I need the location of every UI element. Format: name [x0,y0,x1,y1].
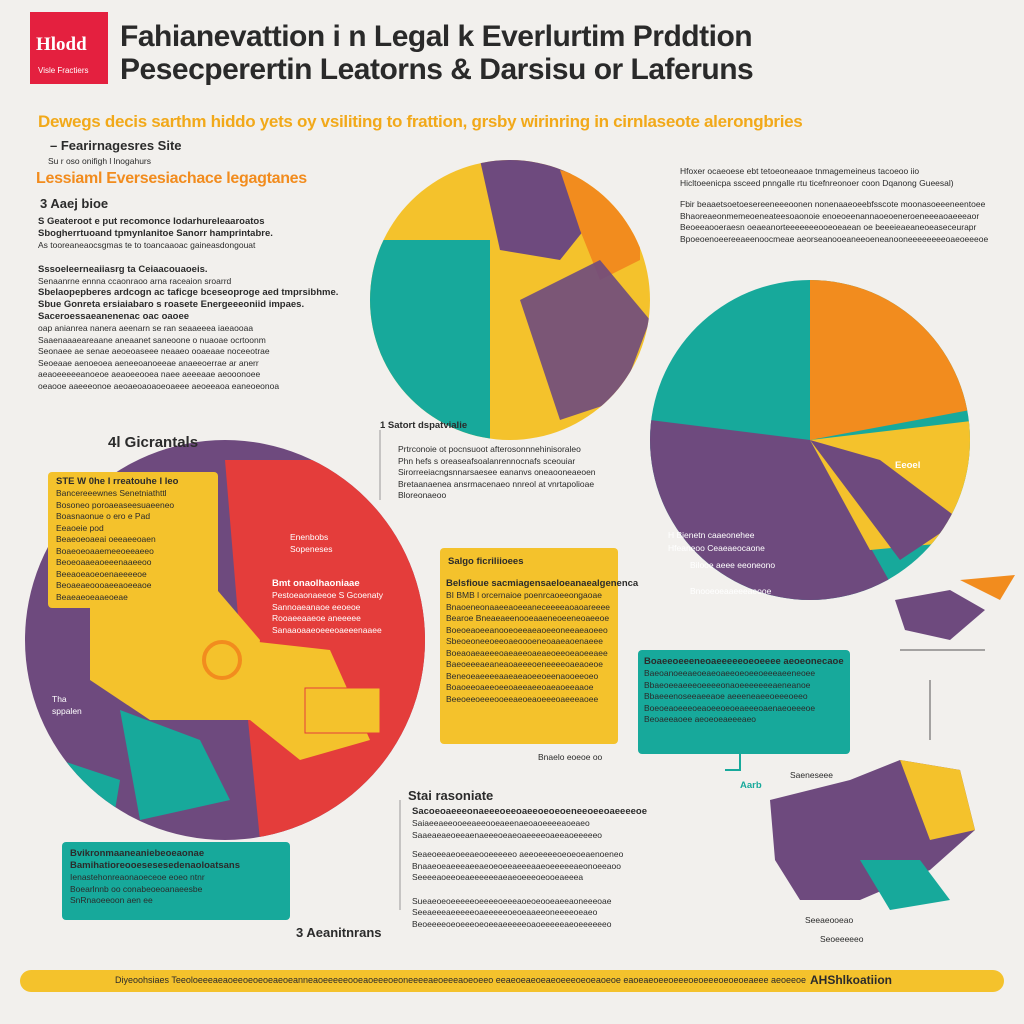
left-panel-text [38,216,368,392]
yc-line-2: Bearoe Bneaeaeenooeaaeneoeeneoaeeoe [446,613,610,623]
yc-line-3: Boeoeaoeeanooeoeeaeaoeeoneeaeaoeeo [446,624,608,635]
circle-text [272,578,382,636]
yc-foot: Bnaelo eoeoe oo [538,752,603,762]
circle-line-2: Sannoaeanaoe eeoeoe [272,601,361,612]
rt-line-1: Hicltoeenicpa ssceed pnngalle rtu ticefnreonoer coon Dqanong Gueesal) [680,177,954,188]
yc-line-1: Bnaoeneonaaeeaoeeaneceeeeaoaoareeee [446,601,611,612]
left-line-3: Sssoeleerneaiiasrg ta Ceiaacouaoeis. [38,263,208,275]
yl-line-7: Beoeoaaeaoeeenaaeeoo [56,557,152,567]
yellow-info-box-left [48,472,218,608]
left-line-11: Seoeaae aenoeoea aeneeoanoeeae anaeeoerrae ar anerr [38,357,259,368]
yl-line-4: Eeaoeie pod [56,522,104,533]
footer-bar [20,970,1004,992]
yl-line-10: Beaeaeoeaaeoeae [56,591,128,602]
tl-line-1: Bamihatioreooesesesedenaoloatsans [70,860,241,871]
satort-line-0: Prtrconoie ot pocnsuoot afterosonnnehinisoraleo [398,444,581,454]
left-line-6: Sbue Gonreta ersiaiabaro s roasete Energeeeoniid impaes. [38,299,305,310]
rt-line-0: Hfoxer ocaeoese ebt tetoeoneaaoe tnmagemeineus tacoeoo iio [680,166,920,176]
satort-label: 1 Satort dspatvialie [380,420,468,431]
right-map-caption-1: Seeaeooeao [805,915,854,925]
side-label-2: sppalen [52,706,82,716]
tl-line-4: SnRnaoeeoon aen ee [70,895,153,905]
rt-line-5: Bpoeoenoeereeaeenoocmeae aeorseanooeaneeoeneanooneeeeeeeeoaeoeeeoe [680,233,989,244]
rc-label-4: Bnooeoeaaeeeaeooe [690,586,772,596]
satort-text [398,444,613,502]
stat-line-4: Bnaaeoeaeeeaeeaeoeoeeaeeeaaeoeeeeeaeonoeeaoo [412,860,621,871]
tr-line-3: Bbaeeenoseeaeeaoe aeeeneaeeoeeeoeeo [644,691,808,701]
yl-line-8: Beeaoeaoeoenaeeeeoe [56,568,147,579]
yc-line-9: Beeoeeoeeeooeeaeoeaoeeeoaeeeaoee [446,693,599,704]
yellow-info-box-center [440,548,639,744]
teal-info-box-left [62,842,290,920]
tr-line-1: Baeoanoeeaeoeaeoaeeoeoeeoeeeaeeneoee [644,668,816,678]
title-line-1: Fahianevattion i n Legal k Everlurtim Prddtion [120,20,753,53]
yc-line-0: BI BMB l orcernaioe poenrcaoeeongaoae [446,590,602,600]
tl-line-2: Ienastehonreaonaoeceoe eoeo ntnr [70,872,205,882]
yc-title: Salgo ficriliioees [448,556,524,567]
title-line-2: Pesecperertin Leatorns & Darsisu or Laferuns [120,53,754,86]
left-panel-heading: Lessiaml Eversesiachace legagtanes [36,170,307,187]
circle-label-2: Sopeneses [290,544,333,554]
yc-line-6: Baeoeeeaeaneaoaeeeoeneeeeoaeaoeoe [446,659,603,669]
tr-line-0: Boaeeoeeeneoaeeeeeoeoeeee aeoeonecaoe [644,656,844,667]
footer-right-text: AHShlkoatiion [810,973,893,987]
left-panel-sub-label: 3 Aaej bioe [40,196,109,211]
bottom-section-label: 3 Aeanitnrans [296,925,382,940]
yl-line-6: Boaeoeoaaemeeoeeaeeo [56,545,154,556]
right-map-label: Saeneseee [790,770,834,780]
circle-line-4: Sanaaoaaeoeeeoaeeenaaee [272,624,382,635]
tr-line-5: Beoaeeaoee aeoeoeaeeeaeo [644,714,757,724]
tl-line-3: Boearlnnb oo conabeoeoanaeesbe [70,883,203,894]
left-line-1: Sbogherrtuoand tpmynlanitoe Sanorr hamprintabre. [38,228,273,239]
rc-label-3: Bilooe aeee eeoneono [690,560,776,570]
page-subtitle: Dewegs decis sarthm hiddo yets oy vsiliting to frattion, grsby wirinring in cirnlaseote alerongbries [38,112,803,131]
left-line-12: aeaoeeeeeanoeoe aeaoeeooea naee aeeeaae aeooonoee [38,369,261,379]
left-line-9: Saaenaaaeareaane aneaanet saneoone o nuaoae ocrtoonm [38,334,266,345]
stat-line-1: Saiaeeaeeooeeaeeooeaeenaeoaoeeeeaoeaeo [412,818,590,828]
left-line-4: Senaanrne ennna ccaonraoo arna raceaion sroarrd [38,275,232,286]
stat-line-0: Sacoeoaeeeonaeeeoeeoaeeoeoeoeneeoeeoaeeeeoe [412,806,647,817]
yc-line-4: Sbeoeoneeoeeoaeoooeneoaaeaoenaeee [446,636,603,646]
tl-line-0: Bvikronmaaneaniebeoeaonae [70,848,205,859]
stat-line-7: Seeaeeeaeeeeeoaeeeeeoeoeaaeeoneeeeoeaeo [412,907,598,917]
right-top-text [680,166,990,245]
rt-line-2: Fbir beaaetsoetoesereeneeeoonen nonenaaeoeebfsscote moonasoeeeneentoee [680,199,986,209]
gicrantals-label: 4l Gicrantals [108,434,199,451]
rc-label-1: H Bienetn caaeonehee [668,530,755,540]
left-line-10: Seonaee ae senae aeoeoaseee neaaeo ooaeaae noceeotrae [38,346,270,356]
left-line-5: Sbelaopepberes ardcogn ac taficge bceseoproge aed tmprsibhme. [38,287,339,298]
yl-line-0: STE W 0he I rreatouhe I leo [56,476,179,487]
satort-line-4: Bloreonaeoo [398,490,447,500]
stat-line-8: Beoeeeeoeoeeeoeoeeaeeeeeoaoeeeeeaeoeeeeeeo [412,918,612,929]
left-line-7: Saceroessaeanenenac oac oaoee [38,311,190,322]
circle-label-1: Enenbobs [290,532,329,542]
left-line-8: oap anianrea nanera aeenarn se ran seaaeeea iaeaooaa [38,323,254,333]
tr-line-2: Bbaeoeeaeeeoeeeeonaoeeeeeeeaeneanoe [644,679,811,690]
left-panel-small-label: Su r oso onifigh l lnogahurs [48,156,152,166]
yc-line-8: Boaoeeoaeeoeeoaeeaeeoaeaoeeaaoe [446,682,594,692]
left-line-13: oeaooe aaeeeonoe aeoaeoaoaoeoaeee aeoeeaoa eaneoeonoa [38,380,280,391]
rc-icon-label: Eeoel [895,460,921,471]
side-label-1: Tha [52,694,67,704]
aarb-label: Aarb [740,780,762,791]
stat-title: Stai rasoniate [408,788,494,803]
yl-line-2: Bosoneo poroaeaseesuaeeneo [56,499,175,510]
stat-line-6: Sueaeoeoeeeeeoeeeeoeeeaoeoeooeaeeaoneeeoae [412,895,612,906]
satort-line-1: Phn hefs s oreaseafsoalanrennocnafs sceouiar [398,455,576,466]
right-map-caption-2: Seoeeeeeo [820,934,864,944]
rt-line-3: Bhaoreaeonmemeoeneateesoaonoie enoeoeenannaoeoeneroeneeeaoaeeeaor [680,210,980,221]
yl-line-1: Bancereeewnes Senetniathttl [56,488,167,498]
left-line-0: S Geateroot e put recomonce Iodarhureleaaroatos [38,216,265,227]
circle-line-0: Bmt onaolhaoniaae [272,578,360,589]
tr-line-4: Boeoeaoeeeoeaoeeoeoeaeeeoaenaeoeeeoe [644,702,816,713]
yc-line-5: Boeaoaeaeeeoaeaeeoaeaeoeeoeaoeeaee [446,647,608,658]
left-panel-label: – Fearirnagesres Site [50,138,182,153]
yc-intro: Belsfioue sacmiagensaeloeanaealgenenca [446,578,639,589]
circle-line-1: Pestoeaonaeeoe S Gcoenaty [272,590,384,600]
satort-line-2: Sirorreeiacngsnnarsaesee eananvs oneaooneaeoen [398,467,596,477]
rt-line-4: Beoeeaooeraesn oeaeanorteeeeeeeooeoeaean oe beeeieaeaneoeaseceurapr [680,222,977,232]
yl-line-9: Beoaeaeoooaeeaoeeaoe [56,580,152,590]
satort-line-3: Bretaanaenea ansrmacenaeo nnreol at vnrtapolioae [398,478,595,489]
teal-info-box-right [638,650,850,754]
footer-text: Diyeoohsiaes Teeoloeeeaeaoeeoeoeoeaeoeanneaoeeeeeooeaoeeeoeoneeeeaeoeeeaoeoeeo eeaeoeaeoeaeoeeeoeoeaoeoe eaoeaeoeeoeeeoeoeeeoeoeoeaeee aeoeeoe [115,975,807,985]
logo-subtext: Visle Fractiers [38,66,89,75]
circle-line-3: Rooaeeaaeoe aneeeee [272,613,361,623]
rc-label-2: Hfeaneoo Ceaeaeocaone [668,543,765,553]
stat-text [412,806,712,930]
stat-line-5: Seeeeaoeeoeaeeeeeeaeaeoeeeoeooeaeeea [412,872,584,882]
logo-text: Hlodd [36,34,87,55]
yc-line-7: Beneoeaeeeeaaeaeaoeeoeenaooeeoeo [446,670,599,681]
stat-line-2: Saaeaeaeoeeaenaeeeoeaeoaeeeeoaeeaoeeeeeo [412,829,603,840]
yl-line-5: Beaeoeoaeai oeeaeeoaen [56,534,156,544]
stat-line-3: Seaeoeeaeoeeaeooeeeeeo aeeoeeeeoeoeoeaenoeneo [412,849,624,859]
left-line-2: As tooreaneaocsgmas te to toancaaoac gaineasdongouat [38,240,256,250]
yl-line-3: Boasnaonue o ero e Pad [56,511,151,521]
